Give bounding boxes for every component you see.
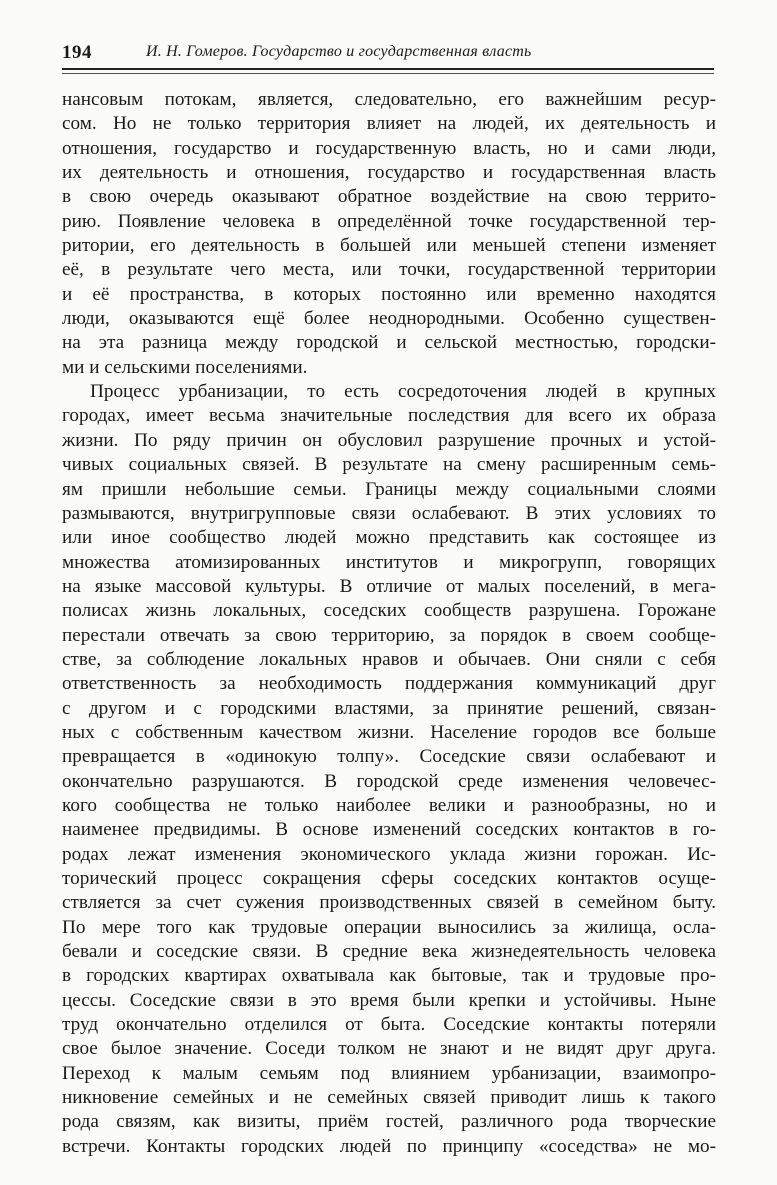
text-line: или иное сообщество людей можно представить как состоящее из [62,527,716,549]
text-line: свое былое значение. Соседи толком не знают и не видят друг друга. [62,1038,716,1060]
text-line: жизни. По ряду причин он обусловил разрушение прочных и устой- [62,429,716,451]
text-line: полисах жизнь локальных, соседских сообществ разрушена. Горожане [62,600,716,622]
running-title: И. Н. Гомеров. Государство и государственная власть [146,43,532,60]
text-line: ответственность за необходимость поддержания коммуникаций друг [62,673,716,695]
text-line: ных с собственным качеством жизни. Население городов все больше [62,721,716,743]
page-number: 194 [62,42,92,63]
text-line: чивых социальных связей. В результате на смену расширенным семь- [62,454,716,476]
text-line: в городских квартирах охватывала как бытовые, так и трудовые про- [62,965,716,987]
text-line: никновение семейных и не семейных связей приводит лишь к такого [62,1087,716,1109]
text-line: стве, за соблюдение локальных нравов и обычаев. Они сняли с себя [62,648,716,670]
text-line: и её пространства, в которых постоянно или временно находятся [62,283,716,305]
text-line: цессы. Соседские связи в это время были крепки и устойчивы. Ныне [62,989,716,1011]
text-line: встречи. Контакты городских людей по принципу «соседства» не мо- [62,1135,716,1157]
text-line: в свою очередь оказывают обратное воздействие на свою террито- [62,186,716,208]
text-line: торический процесс сокращения сферы соседских контактов осуще- [62,868,716,889]
text-line: нансовым потокам, является, следовательно, его важнейшим ресур- [62,89,716,110]
text-line: с другом и с городскими властями, за принятие решений, связан- [62,697,716,719]
text-line: рию. Появление человека в определённой точке государственной тер- [62,210,716,232]
text-line: ми и сельскими поселениями. [62,356,308,378]
text-line: сом. Но не только территория влияет на людей, их деятельность и [62,113,716,135]
text-line: родах лежат изменения экономического уклада жизни горожан. Ис- [62,843,716,865]
text-line: перестали отвечать за свою территорию, за порядок в своем сообще- [62,624,716,646]
text-line: По мере того как трудовые операции выносились за жилища, осла- [62,916,716,938]
text-line: ствляется за счет сужения производственных связей в семейном быту. [62,892,716,914]
text-line: ритории, его деятельность в большей или меньшей степени изменяет [62,235,716,257]
paragraph [62,88,716,380]
paragraph [62,380,716,1159]
text-line: превращается в «одинокую толпу». Соседские связи ослабевают и [62,746,716,768]
text-line: её, в результате чего места, или точки, государственной территории [62,259,716,281]
text-line: ям пришли небольшие семьи. Границы между социальными слоями [62,478,716,500]
text-line: Процесс урбанизации, то есть сосредоточения людей в крупных [90,381,716,403]
text-line: бевали и соседские связи. В средние века жизнедеятельность человека [62,941,716,963]
page-header [62,40,712,66]
text-line: городах, имеет весьма значительные последствия для всего их образа [62,405,716,427]
text-line: труд окончательно отделился от быта. Соседские контакты потеряли [62,1014,716,1036]
text-line: Переход к малым семьям под влиянием урбанизации, взаимопро- [62,1062,716,1084]
text-line: окончательно разрушаются. В городской среде изменения человечес- [62,770,716,792]
text-line: размываются, внутригрупповые связи ослабевают. В этих условиях то [62,502,716,524]
text-line: люди, оказываются ещё более неоднородными. Особенно существен- [62,308,716,330]
text-line: наименее предвидимы. В основе изменений соседских контактов в го- [62,819,716,841]
text-line: на языке массовой культуры. В отличие от малых поселений, в мега- [62,575,716,597]
text-line: множества атомизированных институтов и микрогрупп, говорящих [62,551,716,573]
header-rule [62,68,714,70]
text-line: рода связям, как визиты, приём гостей, различного рода творческие [62,1111,716,1133]
text-line: их деятельность и отношения, государство и государственная власть [62,162,716,184]
text-line: отношения, государство и государственную власть, но и сами люди, [62,137,716,159]
text-line: на эта разница между городской и сельской местностью, городски- [62,332,716,354]
header-rule-thin [62,73,714,74]
body-text [62,88,716,1159]
text-line: кого сообщества не только наиболее велики и разнообразны, но и [62,794,716,816]
